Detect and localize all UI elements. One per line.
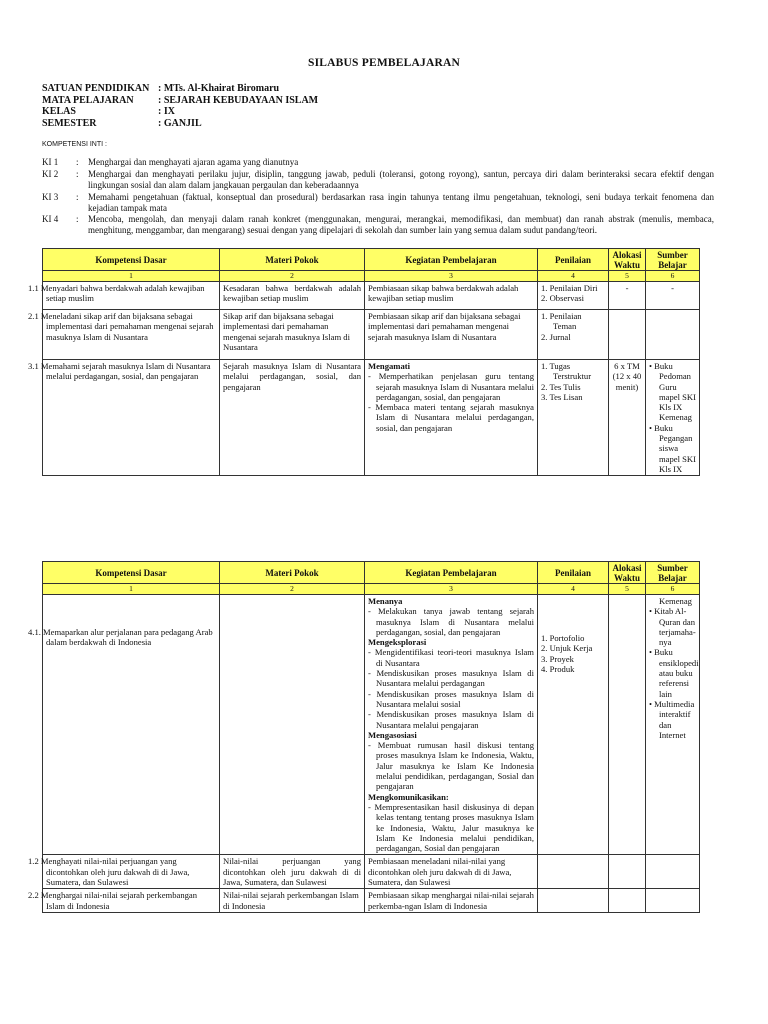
page-title: SILABUS PEMBELAJARAN (308, 57, 460, 69)
header-sumber: Sumber Belajar (646, 562, 700, 584)
sumber-cell (646, 360, 700, 476)
col-number: 3 (365, 584, 538, 595)
header-penilaian: Penilaian (538, 249, 609, 271)
penilaian-cell (538, 855, 609, 889)
info-label: KELAS (42, 106, 76, 117)
kd-cell: 2.1 Meneladani sikap arif dan bijaksana sebagai implementasi dari pemahaman mengenai sejarah masuknya Islam di Nusantara (43, 310, 220, 360)
ki-code: KI 2 (42, 169, 59, 179)
ki-code: KI 3 (42, 192, 59, 202)
header-sumber: Sumber Belajar (646, 249, 700, 271)
materi-cell: Sejarah masuknya Islam di Nusantara melalui perdagangan, sosial, dan pengajaran (220, 360, 365, 476)
info-label: SATUAN PENDIDIKAN (42, 83, 150, 94)
sumber-item: • Buku Pedoman Guru mapel SKI Kls IX Kemenag (649, 361, 696, 423)
number-row (43, 584, 700, 595)
penilaian-item: 2. Tes Tulis (541, 381, 581, 392)
kd-cell: 1.1 Menyadari bahwa berdakwah adalah kewajiban setiap muslim (43, 282, 220, 310)
sumber-item: • Buku ensiklopedi atau buku referensi lain (649, 647, 699, 699)
kegiatan-cell: Pembiasaan sikap menghargai nilai-nilai sejarah perkemba-ngan Islam di Indonesia (365, 889, 538, 913)
alokasi-cell (609, 855, 646, 889)
activity-item: - Mendiskusikan proses masuknya Islam di Nusantara melalui perdagangan (368, 668, 534, 689)
ki-code: KI 1 (42, 157, 59, 167)
table-row (43, 595, 700, 855)
info-row-kelas (42, 106, 318, 118)
header-alokasi: Alokasi Waktu (609, 562, 646, 584)
col-number: 1 (43, 584, 220, 595)
kegiatan-cell (365, 360, 538, 476)
header-materi: Materi Pokok (220, 249, 365, 271)
ki-text: Memahami pengetahuan (faktual, konseptual dan prosedural) berdasarkan rasa ingin tahunya tentang ilmu pengetahuan, teknologi, seni budaya terkait fenomena dan kejadian tampak mata (88, 192, 714, 213)
penilaian-item: 4. Produk (541, 663, 575, 674)
activity-item: - Memperhatikan penjelasan guru tentang sejarah masuknya Islam di Nusantara melalui perdagangan, sosial, dan pengajaran (368, 371, 534, 402)
kegiatan-cell: Pembiasaan sikap bahwa berdakwah adalah kewajiban setiap muslim (365, 282, 538, 310)
sumber-item: • Multimedia interaktif dan Internet (649, 698, 695, 740)
table-row (43, 855, 700, 889)
kegiatan-cell: Pembiasaan meneladani nilai-nilai yang dicontohkan oleh juru dakwah di di Jawa, Sumatera, dan Sulawesi (365, 855, 538, 889)
ki-row-3: KI 3 : Memahami pengetahuan (faktual, konseptual dan prosedural) berdasarkan rasa ingin tahunya tentang ilmu pengetahuan, teknologi, seni budaya terkait fenomena dan kejadian tampak mata (42, 192, 714, 213)
kegiatan-cell (365, 595, 538, 855)
col-number: 1 (43, 271, 220, 282)
activity-item: - Mendiskusikan proses masuknya Islam di Nusantara melalui pengajaran (368, 709, 534, 730)
syllabus-table-1 (28, 248, 700, 476)
activity-heading: Mengasosiasi (368, 729, 417, 740)
kompetensi-inti-label: KOMPETENSI INTI : (42, 141, 107, 148)
col-number: 2 (220, 271, 365, 282)
header-row (43, 562, 700, 584)
penilaian-item: 3. Proyek (541, 653, 574, 664)
col-number: 6 (646, 271, 700, 282)
kd-cell: 4.1. Memaparkan alur perjalanan para pedagang Arab dalam berdakwah di Indonesia (43, 595, 220, 855)
header-kd: Kompetensi Dasar (43, 562, 220, 584)
identity-block (42, 83, 318, 129)
materi-cell: Sikap arif dan bijaksana sebagai implementasi dari pemahaman mengenai sejarah masuknya Islam di Nusantara (220, 310, 365, 360)
info-row-semester (42, 118, 318, 130)
sumber-item: • Kitab Al-Quran dan terjamaha-nya (649, 606, 696, 648)
ki-row-4: KI 4 : Mencoba, mengolah, dan menyaji dalam ranah konkret (menggunakan, mengurai, merangkai, memodifikasi, dan membuat) dan ranah abstrak (menulis, membaca, menghitung, menggambar, dan mengarang) sesuai dengan yang dipelajari di sekolah dan sumber lain yang semua dalam sudut pandang/teori. (42, 214, 714, 235)
penilaian-item: 1. Tugas Terstruktur (541, 361, 592, 382)
header-row (43, 249, 700, 271)
penilaian-item: 2. Unjuk Kerja (541, 643, 593, 654)
activity-item: - Mengidentifikasi teori-teori masuknya Islam di Nusantara (368, 647, 534, 668)
alokasi-cell: 6 x TM (12 x 40 menit) (609, 360, 646, 476)
info-value: : GANJIL (158, 117, 202, 129)
alokasi-cell (609, 595, 646, 855)
penilaian-item: 2. Jurnal (541, 331, 571, 342)
activity-heading: Menanya (368, 596, 403, 606)
alokasi-cell (609, 889, 646, 913)
activity-heading: Mengeksplorasi (368, 637, 427, 648)
info-value: : MTs. Al-Khairat Biromaru (158, 83, 280, 94)
penilaian-item: 1. Penilaian Diri (541, 283, 598, 293)
ki-text: Mencoba, mengolah, dan menyaji dalam ranah konkret (menggunakan, mengurai, merangkai, memodifikasi, dan membuat) dan ranah abstrak (menulis, membaca, menghitung, menggambar, dan mengarang) sesuai dengan yang dipelajari di sekolah dan sumber lain yang semua dalam sudut pandang/teori. (88, 214, 714, 235)
col-number: 4 (538, 271, 609, 282)
sumber-cell (646, 310, 700, 360)
activity-heading: Mengamati (368, 361, 411, 371)
header-kegiatan: Kegiatan Pembelajaran (365, 249, 538, 271)
kegiatan-cell: Pembiasaan sikap arif dan bijaksana sebagai implementasi dari pemahaman mengenai sejarah masuknya Islam di Nusantara (365, 310, 538, 360)
sumber-cell (646, 855, 700, 889)
sumber-cell (646, 595, 700, 855)
penilaian-item: 2. Observasi (541, 293, 584, 304)
penilaian-cell (538, 889, 609, 913)
activity-item: - Mempresentasikan hasil diskusinya di depan kelas tentang tentang proses masuknya Islam ke Indonesia, Waktu, Jalur masuknya ke Islam Ke Indonesia melalui pendidikan, perdagangan, Sosial dan pengajaran (368, 801, 534, 854)
number-row (43, 271, 700, 282)
info-value: : IX (158, 106, 175, 117)
header-materi: Materi Pokok (220, 562, 365, 584)
ki-row-2: KI 2 : Menghargai dan menghayati perilaku jujur, disiplin, tanggung jawab, peduli (toleransi, gotong royong), santun, percaya diri dalam berinteraksi secara efektif dengan lingkungan sosial dan alam dalam jangkauan pergaulan dan keberadaannya (42, 169, 714, 190)
activity-item: - Melakukan tanya jawab tentang sejarah masuknya Islam di Nusantara melalui perdagangan, sosial, dan pengajaran (368, 606, 534, 637)
sumber-item: Kemenag (659, 596, 692, 606)
col-number: 6 (646, 584, 700, 595)
col-number: 4 (538, 584, 609, 595)
kd-cell: 2.2 Menghargai nilai-nilai sejarah perkembangan Islam di Indonesia (43, 889, 220, 913)
activity-heading: Mengkomunikasikan: (368, 791, 449, 802)
header-penilaian: Penilaian (538, 562, 609, 584)
activity-item: - Mendiskusikan proses masuknya Islam di Nusantara melalui sosial (368, 688, 534, 709)
activity-item: - Membaca materi tentang sejarah masuknya Islam di Nusantara melalui perdagangan, sosial, dan pengajaran (368, 402, 534, 433)
info-label: MATA PELAJARAN (42, 94, 134, 106)
kd-cell: 3.1 Memahami sejarah masuknya Islam di Nusantara melalui perdagangan, sosial, dan pengajaran (43, 360, 220, 476)
header-kegiatan: Kegiatan Pembelajaran (365, 562, 538, 584)
kd-cell: 1.2 Menghayati nilai-nilai perjuangan yang dicontohkan oleh juru dakwah di di Jawa, Sumatera, dan Sulawesi (43, 855, 220, 889)
ki-code: KI 4 (42, 214, 59, 224)
activity-item: - Membuat rumusan hasil diskusi tentang proses masuknya Islam ke Indonesia, Waktu, Jalur masuknya ke Islam Ke Indonesia melalui pendidikan, perdagangan, Sosial dan pengajaran (368, 740, 534, 792)
col-number: 5 (609, 584, 646, 595)
col-number: 5 (609, 271, 646, 282)
materi-cell (220, 595, 365, 855)
header-alokasi: Alokasi Waktu (609, 249, 646, 271)
table-row (43, 310, 700, 360)
penilaian-item: 1. Penilaian Teman (541, 311, 582, 332)
ki-text: Menghargai dan menghayati ajaran agama yang dianutnya (88, 157, 299, 167)
syllabus-table-2 (28, 561, 700, 913)
sumber-cell (646, 889, 700, 913)
table-row (43, 282, 700, 310)
penilaian-item: 3. Tes Lisan (541, 391, 583, 402)
penilaian-cell (538, 310, 609, 360)
ki-row-1: KI 1 : Menghargai dan menghayati ajaran agama yang dianutnya (42, 157, 714, 168)
col-number: 2 (220, 584, 365, 595)
table-row (43, 360, 700, 476)
materi-cell: Nilai-nilai perjuangan yang dicontohkan oleh juru dakwah di di Jawa, Sumatera, dan Sulawesi (220, 855, 365, 889)
penilaian-cell (538, 595, 609, 855)
alokasi-cell (609, 310, 646, 360)
alokasi-cell: - (609, 282, 646, 310)
info-label: SEMESTER (42, 117, 97, 129)
sumber-item: • Buku Pegangan siswa mapel SKI Kls IX (649, 422, 696, 474)
materi-cell: Kesadaran bahwa berdakwah adalah kewajiban setiap muslim (220, 282, 365, 310)
table-row (43, 889, 700, 913)
penilaian-cell (538, 360, 609, 476)
ki-text: Menghargai dan menghayati perilaku jujur, disiplin, tanggung jawab, peduli (toleransi, gotong royong), santun, percaya diri dalam berinteraksi secara efektif dengan lingkungan sosial dan alam dalam jangkauan pergaulan dan keberadaannya (88, 169, 714, 190)
info-value: : SEJARAH KEBUDAYAAN ISLAM (158, 94, 319, 106)
penilaian-cell (538, 282, 609, 310)
header-kd: Kompetensi Dasar (43, 249, 220, 271)
info-row-satuan (42, 83, 318, 95)
col-number: 3 (365, 271, 538, 282)
penilaian-item: 1. Portofolio (541, 633, 585, 643)
materi-cell: Nilai-nilai sejarah perkembangan Islam di Indonesia (220, 889, 365, 913)
sumber-cell: - (646, 282, 700, 310)
info-row-mapel (42, 95, 318, 107)
